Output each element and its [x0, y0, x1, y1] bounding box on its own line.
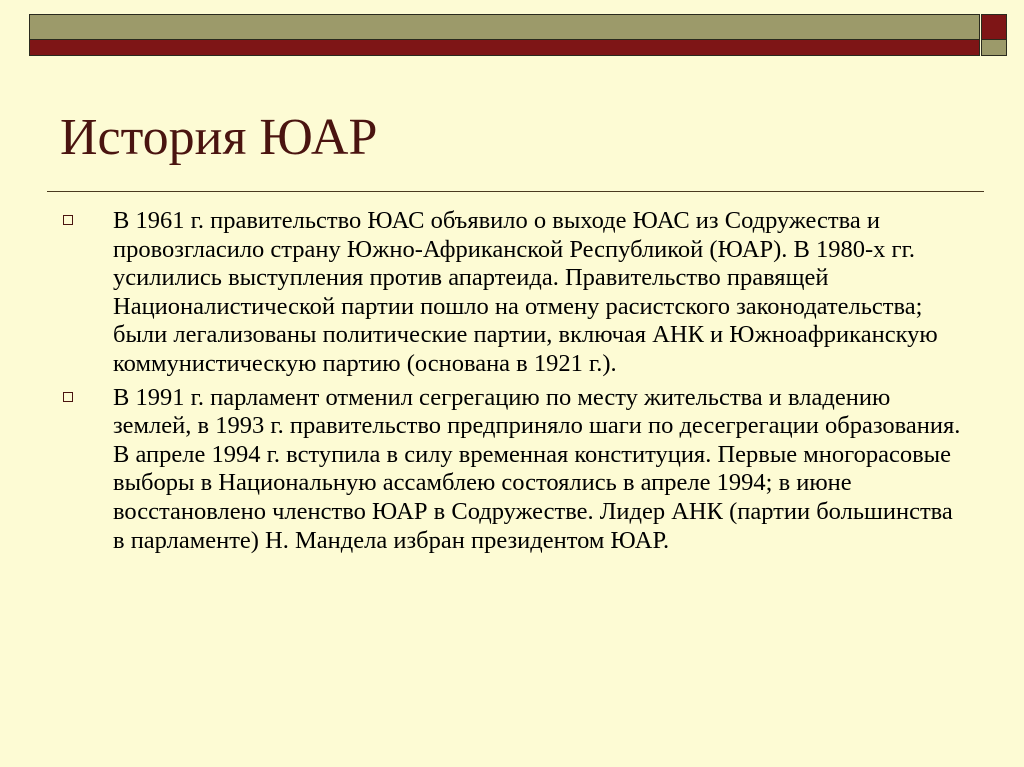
- bullet-item: [62, 207, 962, 379]
- corner-square-red: [981, 14, 1007, 40]
- square-bullet-icon: [63, 215, 73, 225]
- corner-square-olive: [981, 40, 1007, 56]
- header-band-olive: [29, 14, 980, 40]
- slide-title: История ЮАР: [60, 109, 378, 166]
- bullet-item: [62, 384, 962, 556]
- slide-body: [62, 207, 962, 560]
- title-divider: [47, 191, 984, 192]
- square-bullet-icon: [63, 392, 73, 402]
- bullet-text: В 1991 г. парламент отменил сегрегацию по месту жительства и владению землей, в 1993 г. правительство предприняло шаги по десегрегации образования. В апреле 1994 г. вступила в силу временная конституция. Первые многорасовые выборы в Национальную ассамблею состоялись в апреле 1994; в июне восстановлено членство ЮАР в Содружестве. Лидер АНК (партии большинства в парламенте) Н. Мандела избран президентом ЮАР.: [113, 383, 961, 554]
- header-band-red: [29, 40, 980, 56]
- bullet-text: В 1961 г. правительство ЮАС объявило о выходе ЮАС из Содружества и провозгласило страну Южно-Африканской Республикой (ЮАР). В 1980-х гг. усилились выступления против апартеида. Правительство правящей Националистической партии пошло на отмену расистского законодательства; были легализованы политические партии, включая АНК и Южноафриканскую коммунистическую партию (основана в 1921 г.).: [113, 207, 938, 377]
